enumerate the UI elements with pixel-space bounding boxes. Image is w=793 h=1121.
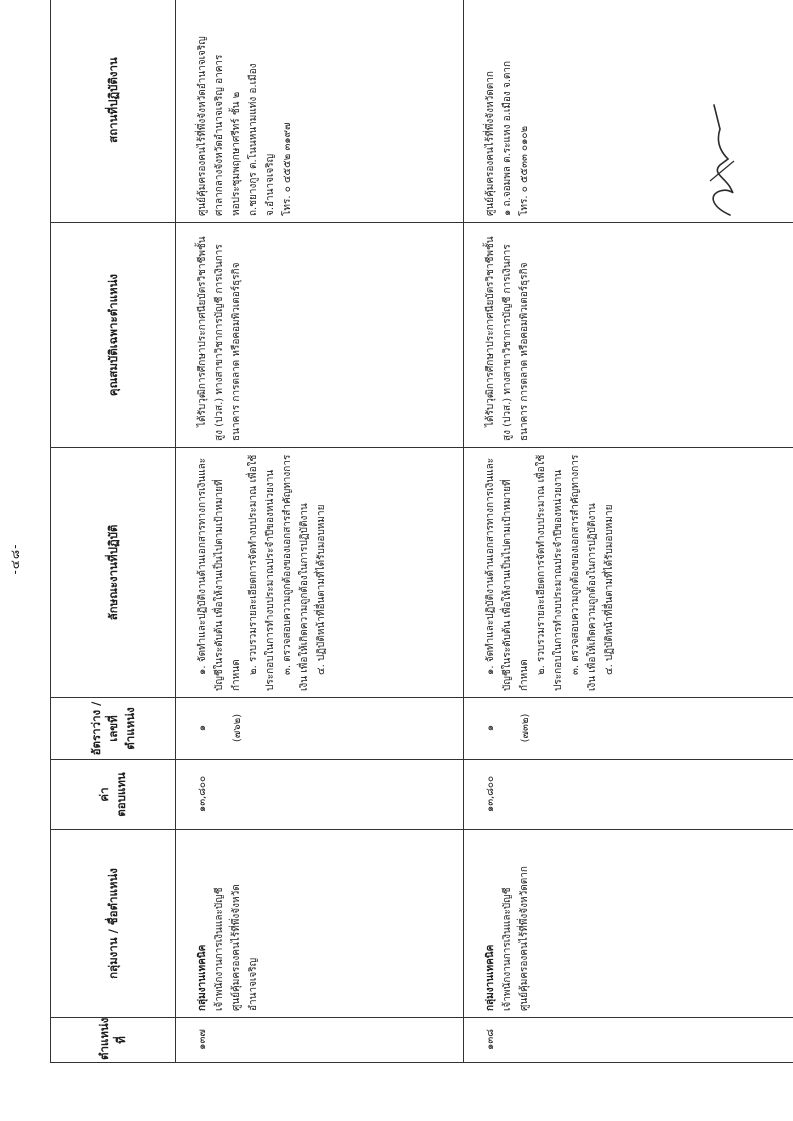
workplace-line: โทร. ๐ ๔๕๕๒ ๓๑๙๗ <box>282 122 293 216</box>
qualifications-cell: ได้รับวุฒิการศึกษาประกาศนียบัตรวิชาชีพชั้นสูง (ปวส.) ทางสาขาวิชาการบัญชี การเงินการธนาคาร การตลาด หรือคอมพิวเตอร์ธุรกิจ <box>464 223 793 448</box>
duty-item: ๒. รวบรวมรายละเอียดการจัดทำงบประมาณ เพื่อใช้ประกอบในการทำงบประมาณประจำปีของหน่วยงาน <box>536 454 564 691</box>
position-title: เจ้าพนักงานการเงินและบัญชี <box>214 887 225 1011</box>
row-number: ๑๓๘ <box>464 1018 793 1063</box>
group-label: กลุ่มงานเทคนิค <box>485 944 496 1011</box>
workplace-line: ศาลากลางจังหวัดอำนาจเจริญ อาคาร <box>214 54 225 216</box>
header-row <box>51 0 176 1063</box>
header-pay: ค่า ตอบแทน <box>51 760 176 830</box>
duty-item: ๑. จัดทำและปฏิบัติงานด้านเอกสารทางการเงินและบัญชีในระดับต้น เพื่อให้งานเป็นไปตามเป้าหมายที่กำหนด <box>485 457 530 691</box>
header-duties: ลักษณะงานที่ปฏิบัติ <box>51 448 176 698</box>
position-code: (๗๖๒) <box>232 713 243 743</box>
header-quota: อัตราว่าง / เลขที่ ตำแหน่ง <box>51 698 176 760</box>
quota-count: ๑ <box>485 724 496 732</box>
signature-image <box>690 101 750 221</box>
duties-cell <box>464 448 793 698</box>
position-unit: ศูนย์คุ้มครองคนไร้ที่พึ่งจังหวัดอำนาจเจริญ <box>231 884 259 1011</box>
position-cell <box>176 830 464 1018</box>
duty-item: ๔. ปฏิบัติหน้าที่อื่นตามที่ได้รับมอบหมาย <box>604 504 615 675</box>
header-position: กลุ่มงาน / ชื่อตำแหน่ง <box>51 830 176 1018</box>
duty-item: ๓. ตรวจสอบความถูกต้องของเอกสารสำคัญทางการเงิน เพื่อให้เกิดความถูกต้องในการปฏิบัติงาน <box>570 454 598 691</box>
workplace-line: ศูนย์คุ้มครองคนไร้ที่พึ่งจังหวัดอำนาจเจริญ <box>197 36 208 216</box>
quota-cell <box>176 698 464 760</box>
workplace-line: จ.อำนาจเจริญ <box>265 153 276 216</box>
position-table <box>50 0 793 1063</box>
workplace-line: ถ.ชยางกูร ต.โนนหนามแท่ง อ.เมือง <box>248 63 259 216</box>
workplace-line: โทร. ๐ ๕๕๓๓ ๐๑๐๒ <box>519 125 530 216</box>
row-number: ๑๓๗ <box>176 1018 464 1063</box>
workplace-cell <box>176 0 464 223</box>
quota-count: ๑ <box>197 724 208 732</box>
pay-cell: ๑๓,๘๐๐ <box>464 760 793 830</box>
duties-cell <box>176 448 464 698</box>
header-workplace: สถานที่ปฏิบัติงาน <box>51 0 176 223</box>
position-code: (๗๓๒) <box>520 713 531 743</box>
duty-item: ๑. จัดทำและปฏิบัติงานด้านเอกสารทางการเงินและบัญชีในระดับต้น เพื่อให้งานเป็นไปตามเป้าหมายที่กำหนด <box>197 457 242 691</box>
quota-cell <box>464 698 793 760</box>
table-row <box>176 0 464 1063</box>
page-number: -๔๘- <box>8 543 22 575</box>
position-title: เจ้าพนักงานการเงินและบัญชี <box>502 887 513 1011</box>
workplace-line: ๑ ถ.จอมพล ต.ระแหง อ.เมือง จ.ตาก <box>502 60 513 216</box>
header-no: ตำแหน่ง ที่ <box>51 1018 176 1063</box>
workplace-line: ศูนย์คุ้มครองคนไร้ที่พึ่งจังหวัดตาก <box>485 71 496 216</box>
header-qualifications: คุณสมบัติเฉพาะตำแหน่ง <box>51 223 176 448</box>
duty-item: ๓. ตรวจสอบความถูกต้องของเอกสารสำคัญทางการเงิน เพื่อให้เกิดความถูกต้องในการปฏิบัติงาน <box>282 454 310 691</box>
position-unit: ศูนย์คุ้มครองคนไร้ที่พึ่งจังหวัดตาก <box>519 866 530 1011</box>
duty-item: ๔. ปฏิบัติหน้าที่อื่นตามที่ได้รับมอบหมาย <box>316 504 327 675</box>
pay-cell: ๑๓,๘๐๐ <box>176 760 464 830</box>
position-cell <box>464 830 793 1018</box>
qualifications-cell: ได้รับวุฒิการศึกษาประกาศนียบัตรวิชาชีพชั้นสูง (ปวส.) ทางสาขาวิชาการบัญชี การเงินการธนาคาร การตลาด หรือคอมพิวเตอร์ธุรกิจ <box>176 223 464 448</box>
duty-item: ๒. รวบรวมรายละเอียดการจัดทำงบประมาณ เพื่อใช้ประกอบในการทำงบประมาณประจำปีของหน่วยงาน <box>248 454 276 691</box>
group-label: กลุ่มงานเทคนิค <box>197 944 208 1011</box>
workplace-line: หอประชุมพฤกษาศรีทร์ ชั้น ๒ <box>231 91 242 216</box>
